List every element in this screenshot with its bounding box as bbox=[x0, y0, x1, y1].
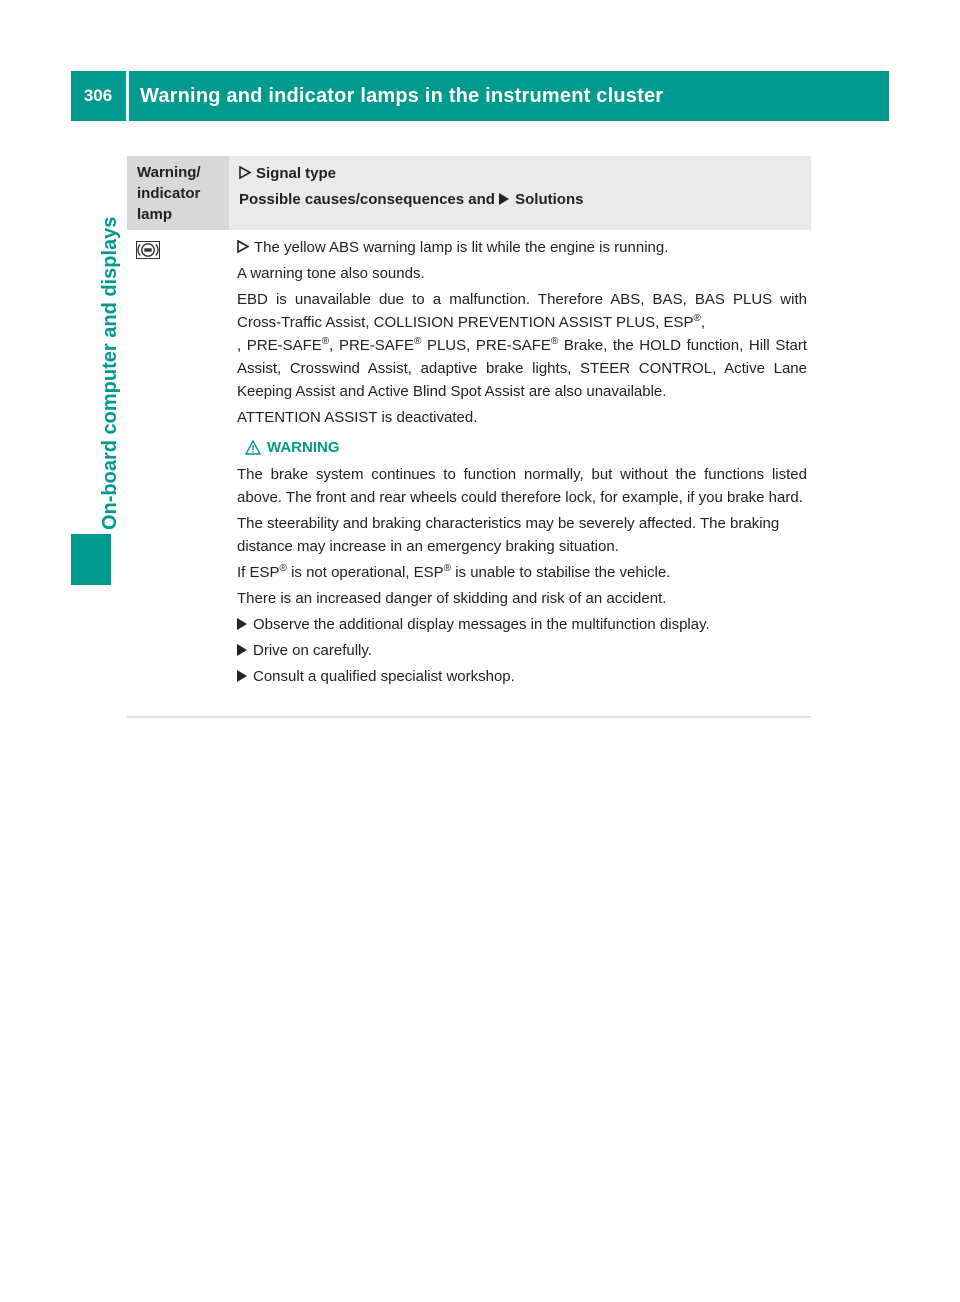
ebd-text-5: Brake, the HOLD function, Hill Start Assist, Crosswind Assist, adaptive brake lights, STEER CONTROL, Active Lane Keeping Assist and Active Blind Spot Assist are also unavailable. bbox=[237, 337, 807, 400]
col2-header-causes bbox=[239, 189, 583, 210]
step-item bbox=[237, 639, 807, 662]
side-tab-block bbox=[71, 534, 111, 585]
step-item bbox=[237, 613, 807, 636]
table-bottom-rule bbox=[127, 716, 811, 718]
signal-text: The yellow ABS warning lamp is lit while the engine is running. bbox=[254, 239, 669, 256]
esp-text-c: is unable to stabilise the vehicle. bbox=[451, 564, 671, 581]
step-text: Observe the additional display messages in the multifunction display. bbox=[253, 616, 710, 633]
registered-mark: ® bbox=[321, 336, 330, 347]
registered-mark: ® bbox=[693, 313, 701, 324]
outline-triangle-icon bbox=[239, 166, 251, 179]
section-title: Warning and indicator lamps in the instrument cluster bbox=[140, 85, 664, 107]
tone-line: A warning tone also sounds. bbox=[237, 265, 425, 282]
warning-text-2: The steerability and braking characteristics may be severely affected. The braking distance may increase in an emergency braking situation. bbox=[237, 515, 780, 555]
step-bullet-icon bbox=[237, 618, 247, 630]
table-row-content bbox=[237, 236, 807, 688]
step-text: Consult a qualified specialist workshop. bbox=[253, 668, 515, 685]
step-bullet-icon bbox=[237, 644, 247, 656]
signal-type-label: Signal type bbox=[256, 165, 337, 182]
causes-label: Possible causes/consequences and bbox=[239, 191, 495, 208]
registered-mark: ® bbox=[443, 563, 452, 574]
page-number: 306 bbox=[83, 86, 113, 105]
warning-triangle-icon bbox=[245, 440, 261, 455]
danger-line: There is an increased danger of skidding and risk of an accident. bbox=[237, 590, 667, 607]
ebd-text-4: PLUS, PRE-SAFE bbox=[421, 337, 551, 354]
header-divider bbox=[126, 71, 129, 121]
solid-triangle-icon bbox=[499, 193, 509, 205]
col2-header-signal-type bbox=[239, 163, 336, 184]
ebd-text-1: EBD is unavailable due to a malfunction. Therefore ABS, BAS, BAS PLUS with Cross-Traffic Assist, COLLISION PREVENTION ASSIST PLUS, ESP bbox=[237, 291, 807, 331]
attention-line: ATTENTION ASSIST is deactivated. bbox=[237, 409, 478, 426]
registered-mark: ® bbox=[413, 336, 422, 347]
esp-text-a: If ESP bbox=[237, 564, 280, 581]
col1-header: Warning/ indicator lamp bbox=[137, 164, 201, 223]
ebd-text-3: , PRE-SAFE bbox=[329, 337, 414, 354]
step-text: Drive on carefully. bbox=[253, 642, 372, 659]
warning-text-1: The brake system continues to function normally, but without the functions listed above. The front and rear wheels could therefore lock, for example, if you brake hard. bbox=[237, 466, 807, 506]
side-tab-label: On-board computer and displays bbox=[99, 216, 121, 530]
ebd-paragraph: EBD is unavailable due to a malfunction. Therefore ABS, BAS, BAS PLUS with Cross-Traffic Assist, COLLISION PREVENTION ASSIST PLUS, ESP®, , PRE-SAFE®, PRE-SAFE® PLUS, PRE-SAFE® Brake, the HOLD function, Hill Start Assist, Crosswind Assist, adaptive brake lights, STEER CONTROL, Active Lane Keeping Assist and Active Blind Spot Assist are also unavailable. bbox=[237, 291, 807, 400]
registered-mark: ® bbox=[550, 336, 559, 347]
signal-line bbox=[237, 236, 807, 259]
step-item bbox=[237, 665, 807, 688]
warning-heading bbox=[237, 436, 807, 459]
ebd-text-2: , PRE-SAFE bbox=[237, 337, 322, 354]
abs-warning-lamp-icon bbox=[136, 241, 160, 259]
registered-mark: ® bbox=[279, 563, 287, 574]
esp-text-b: is not operational, ESP bbox=[286, 564, 444, 581]
solutions-label: Solutions bbox=[515, 191, 584, 208]
outline-triangle-icon bbox=[237, 240, 249, 253]
esp-line bbox=[237, 561, 807, 584]
warning-label: WARNING bbox=[267, 439, 340, 456]
step-bullet-icon bbox=[237, 670, 247, 682]
